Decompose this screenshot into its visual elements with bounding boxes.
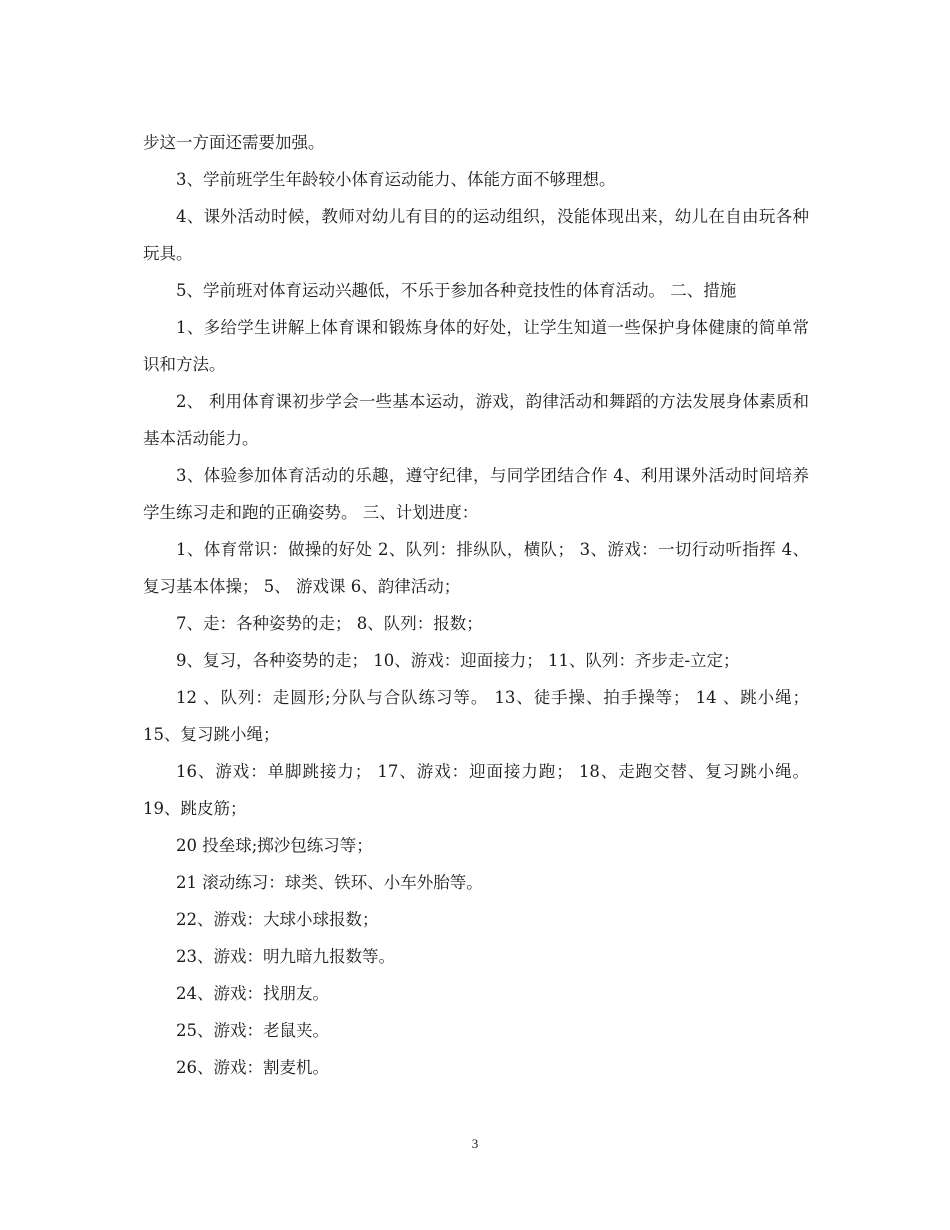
paragraph: 22、游戏：大球小球报数；	[176, 910, 379, 929]
paragraph: 23、游戏：明九暗九报数等。	[176, 947, 395, 966]
paragraph: 3、学前班学生年龄较小体育运动能力、体能方面不够理想。	[176, 170, 616, 189]
paragraph: 5、学前班对体育运动兴趣低，不乐于参加各种竞技性的体育活动。 二、措施	[176, 281, 737, 300]
paragraph: 步这一方面还需要加强。	[143, 133, 325, 152]
paragraph: 4、课外活动时候，教师对幼儿有目的的运动组织，没能体现出来，幼儿在自由玩各种玩具。	[143, 207, 809, 263]
paragraph: 26、游戏：割麦机。	[176, 1058, 329, 1077]
paragraph: 12 、队列：走圆形;分队与合队练习等。 13、徒手操、拍手操等； 14 、跳小绳； 15、复习跳小绳；	[143, 688, 809, 744]
paragraph: 16、游戏：单脚跳接力； 17、游戏：迎面接力跑； 18、走跑交替、复习跳小绳。 19、跳皮筋；	[143, 762, 809, 818]
paragraph: 1、体育常识：做操的好处 2、队列：排纵队，横队； 3、游戏：一切行动听指挥 4、复习基本体操； 5、 游戏课 6、韵律活动；	[143, 540, 809, 596]
paragraph: 20 投垒球;掷沙包练习等；	[176, 836, 373, 855]
paragraph: 25、游戏：老鼠夹。	[176, 1021, 329, 1040]
paragraph: 3、体验参加体育活动的乐趣，遵守纪律，与同学团结合作 4、利用课外活动时间培养学生练习走和跑的正确姿势。 三、计划进度：	[143, 466, 809, 522]
paragraph: 9、复习，各种姿势的走； 10、游戏：迎面接力； 11、队列：齐步走-立定；	[176, 651, 740, 670]
paragraph: 7、走：各种姿势的走； 8、队列：报数；	[176, 614, 483, 633]
paragraph: 24、游戏：找朋友。	[176, 984, 329, 1003]
paragraph: 2、 利用体育课初步学会一些基本运动，游戏，韵律活动和舞蹈的方法发展身体素质和基本活动能力。	[143, 392, 809, 448]
paragraph: 21 滚动练习：球类、铁环、小车外胎等。	[176, 873, 483, 892]
page-number: 3	[471, 1136, 479, 1151]
document-body	[143, 124, 809, 1086]
paragraph: 1、多给学生讲解上体育课和锻炼身体的好处，让学生知道一些保护身体健康的简单常识和方法。	[143, 318, 809, 374]
